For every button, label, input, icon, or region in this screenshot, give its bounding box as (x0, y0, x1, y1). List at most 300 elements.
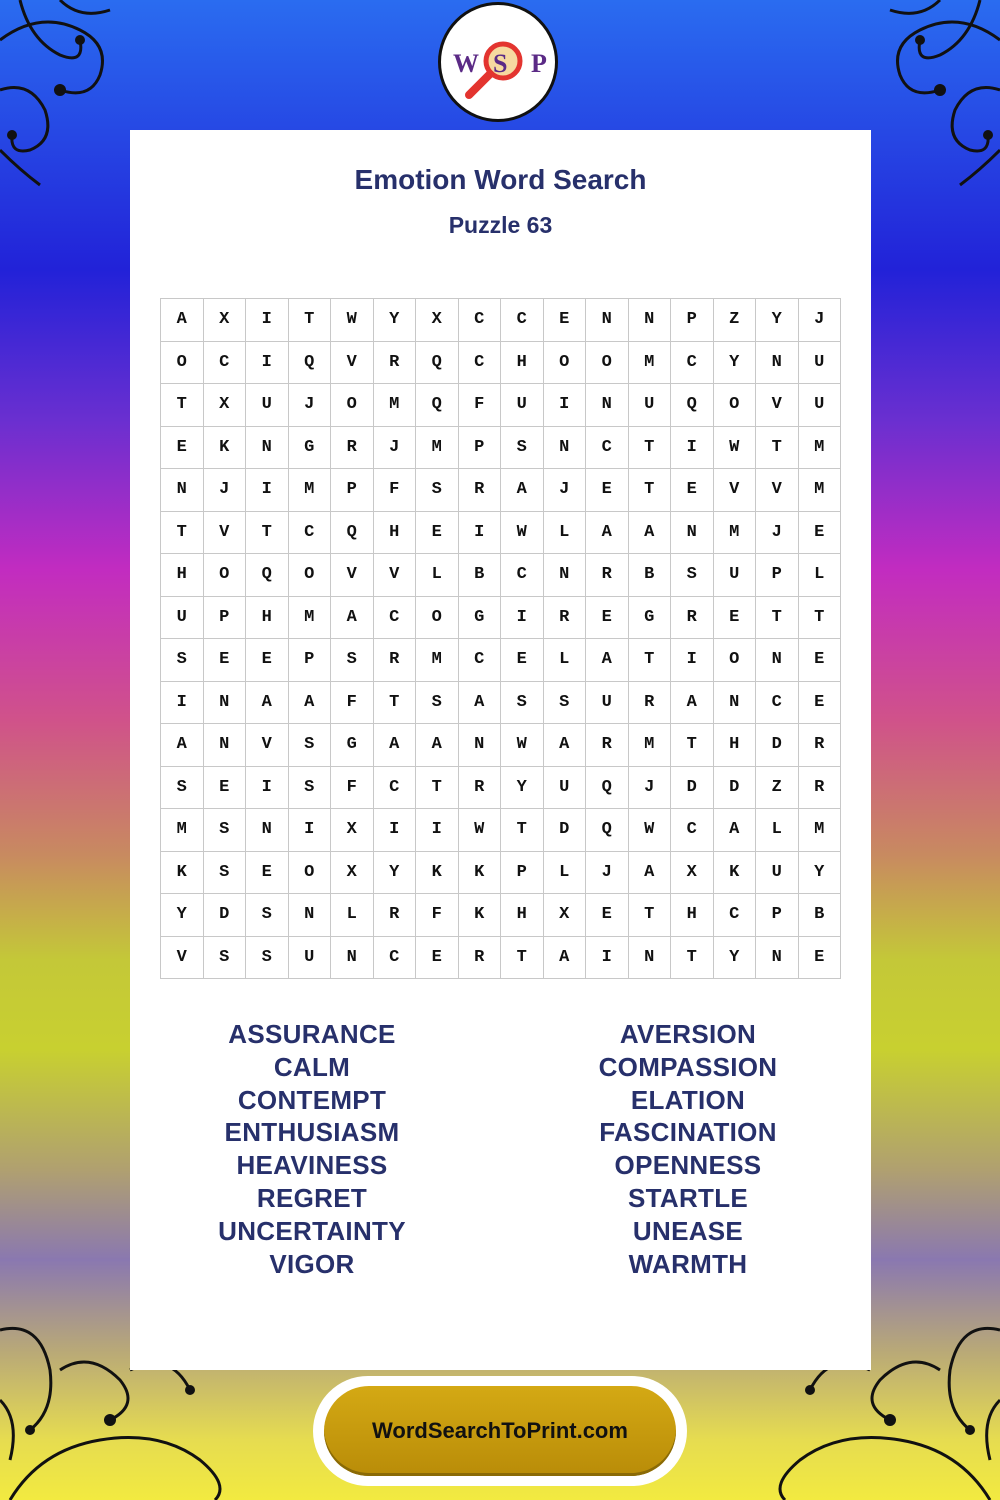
grid-cell[interactable]: N (756, 341, 799, 384)
grid-cell[interactable]: S (288, 724, 331, 767)
grid-cell[interactable]: U (161, 596, 204, 639)
grid-cell[interactable]: H (501, 894, 544, 937)
grid-cell[interactable]: I (586, 936, 629, 979)
grid-row (161, 809, 841, 852)
grid-row (161, 384, 841, 427)
grid-cell[interactable]: I (671, 639, 714, 682)
grid-cell[interactable]: J (756, 511, 799, 554)
grid-cell[interactable]: K (161, 851, 204, 894)
grid-cell[interactable]: D (713, 766, 756, 809)
grid-cell[interactable]: E (246, 851, 289, 894)
grid-cell[interactable]: Q (331, 511, 374, 554)
grid-cell[interactable]: M (798, 809, 841, 852)
grid-cell[interactable]: M (798, 469, 841, 512)
grid-cell[interactable]: U (628, 384, 671, 427)
grid-cell[interactable]: O (203, 554, 246, 597)
grid-cell[interactable]: C (586, 426, 629, 469)
puzzle-card (130, 130, 871, 1370)
grid-cell[interactable]: T (416, 766, 459, 809)
grid-cell[interactable]: R (458, 766, 501, 809)
grid-cell[interactable]: R (373, 639, 416, 682)
grid-cell[interactable]: A (586, 639, 629, 682)
word-list-item: UNEASE (632, 1215, 744, 1246)
grid-cell[interactable]: N (543, 554, 586, 597)
grid-cell[interactable]: E (416, 511, 459, 554)
grid-cell[interactable]: X (203, 299, 246, 342)
grid-cell[interactable]: I (246, 299, 289, 342)
grid-cell[interactable]: B (458, 554, 501, 597)
grid-cell[interactable]: G (458, 596, 501, 639)
grid-cell[interactable]: M (373, 384, 416, 427)
word-list-item: REGRET (256, 1182, 368, 1213)
grid-cell[interactable]: C (713, 894, 756, 937)
grid-cell[interactable]: X (203, 384, 246, 427)
grid-cell[interactable]: H (671, 894, 714, 937)
grid-cell[interactable]: U (756, 851, 799, 894)
grid-cell[interactable]: R (373, 341, 416, 384)
grid-cell[interactable]: Q (288, 341, 331, 384)
grid-cell[interactable]: E (246, 639, 289, 682)
grid-cell[interactable]: E (713, 596, 756, 639)
grid-cell[interactable]: O (543, 341, 586, 384)
grid-cell[interactable]: S (671, 554, 714, 597)
letter-grid (160, 298, 841, 979)
grid-cell[interactable]: S (501, 681, 544, 724)
grid-cell[interactable]: A (288, 681, 331, 724)
grid-cell[interactable]: Z (713, 299, 756, 342)
grid-cell[interactable]: A (246, 681, 289, 724)
grid-cell[interactable]: N (161, 469, 204, 512)
word-list-item: ENTHUSIASM (224, 1117, 400, 1148)
grid-cell[interactable]: C (288, 511, 331, 554)
grid-cell[interactable]: L (798, 554, 841, 597)
grid-cell[interactable]: R (586, 724, 629, 767)
grid-cell[interactable]: Q (246, 554, 289, 597)
grid-cell[interactable]: F (331, 681, 374, 724)
grid-cell[interactable]: M (798, 426, 841, 469)
grid-cell[interactable]: R (331, 426, 374, 469)
grid-cell[interactable]: J (203, 469, 246, 512)
grid-row (161, 894, 841, 937)
logo-letter-p: P (531, 49, 547, 78)
grid-cell[interactable]: P (203, 596, 246, 639)
grid-row (161, 469, 841, 512)
grid-cell[interactable]: A (628, 851, 671, 894)
grid-cell[interactable]: X (331, 851, 374, 894)
grid-row (161, 596, 841, 639)
grid-cell[interactable]: W (501, 724, 544, 767)
grid-cell[interactable]: T (628, 894, 671, 937)
grid-cell[interactable]: N (671, 511, 714, 554)
grid-cell[interactable]: Y (373, 299, 416, 342)
grid-row (161, 936, 841, 979)
grid-cell[interactable]: P (756, 554, 799, 597)
grid-cell[interactable]: V (331, 554, 374, 597)
grid-cell[interactable]: T (756, 596, 799, 639)
grid-cell[interactable]: N (713, 681, 756, 724)
puzzle-number: Puzzle 63 (448, 212, 553, 238)
word-list-item: UNCERTAINTY (218, 1215, 406, 1246)
grid-cell[interactable]: A (543, 936, 586, 979)
grid-cell[interactable]: V (713, 469, 756, 512)
word-list-item: FASCINATION (599, 1117, 777, 1148)
grid-cell[interactable]: M (628, 724, 671, 767)
grid-cell[interactable]: S (331, 639, 374, 682)
grid-cell[interactable]: V (161, 936, 204, 979)
grid-cell[interactable]: S (501, 426, 544, 469)
grid-cell[interactable]: V (203, 511, 246, 554)
grid-cell[interactable]: U (798, 341, 841, 384)
word-list-item: CONTEMPT (237, 1084, 387, 1115)
grid-cell[interactable]: A (458, 681, 501, 724)
grid-cell[interactable]: L (331, 894, 374, 937)
grid-cell[interactable]: L (416, 554, 459, 597)
grid-cell[interactable]: E (586, 469, 629, 512)
grid-row (161, 639, 841, 682)
grid-cell[interactable]: J (373, 426, 416, 469)
grid-cell[interactable]: H (161, 554, 204, 597)
grid-cell[interactable]: R (586, 554, 629, 597)
grid-cell[interactable]: O (586, 341, 629, 384)
grid-cell[interactable]: M (288, 469, 331, 512)
grid-row (161, 341, 841, 384)
grid-cell[interactable]: A (373, 724, 416, 767)
grid-cell[interactable]: A (331, 596, 374, 639)
grid-cell[interactable]: R (798, 724, 841, 767)
grid-cell[interactable]: S (288, 766, 331, 809)
grid-cell[interactable]: N (628, 936, 671, 979)
grid-cell[interactable]: X (543, 894, 586, 937)
grid-cell[interactable]: K (458, 851, 501, 894)
grid-cell[interactable]: C (501, 554, 544, 597)
grid-cell[interactable]: T (798, 596, 841, 639)
grid-cell[interactable]: N (543, 426, 586, 469)
ornament-top-right (860, 0, 1000, 190)
grid-cell[interactable]: C (671, 809, 714, 852)
grid-cell[interactable]: G (331, 724, 374, 767)
grid-cell[interactable]: E (501, 639, 544, 682)
grid-cell[interactable]: Y (798, 851, 841, 894)
footer-banner[interactable] (324, 1386, 676, 1476)
grid-cell[interactable]: P (288, 639, 331, 682)
grid-cell[interactable]: E (161, 426, 204, 469)
grid-cell[interactable]: L (543, 511, 586, 554)
grid-cell[interactable]: S (203, 851, 246, 894)
grid-cell[interactable]: U (246, 384, 289, 427)
grid-cell[interactable]: T (288, 299, 331, 342)
grid-cell[interactable]: P (458, 426, 501, 469)
grid-row (161, 511, 841, 554)
grid-cell[interactable]: C (756, 681, 799, 724)
grid-cell[interactable]: T (161, 511, 204, 554)
grid-cell[interactable]: E (586, 596, 629, 639)
grid-cell[interactable]: Q (416, 341, 459, 384)
grid-cell[interactable]: T (628, 639, 671, 682)
grid-cell[interactable]: Y (501, 766, 544, 809)
grid-cell[interactable]: O (713, 639, 756, 682)
grid-cell[interactable]: M (416, 426, 459, 469)
grid-cell[interactable]: B (628, 554, 671, 597)
grid-cell[interactable]: I (671, 426, 714, 469)
grid-cell[interactable]: W (501, 511, 544, 554)
word-list-item: STARTLE (627, 1182, 749, 1213)
grid-cell[interactable]: B (798, 894, 841, 937)
grid-cell[interactable]: X (416, 299, 459, 342)
grid-cell[interactable]: Q (671, 384, 714, 427)
grid-cell[interactable]: O (416, 596, 459, 639)
grid-cell[interactable]: Y (373, 851, 416, 894)
grid-cell[interactable]: H (373, 511, 416, 554)
grid-cell[interactable]: N (458, 724, 501, 767)
grid-cell[interactable]: I (416, 809, 459, 852)
grid-cell[interactable]: V (756, 469, 799, 512)
grid-cell[interactable]: U (798, 384, 841, 427)
grid-cell[interactable]: S (161, 766, 204, 809)
grid-cell[interactable]: P (756, 894, 799, 937)
grid-cell[interactable]: S (161, 639, 204, 682)
grid-cell[interactable]: S (203, 936, 246, 979)
word-list-item: OPENNESS (614, 1150, 762, 1181)
grid-cell[interactable]: P (331, 469, 374, 512)
grid-cell[interactable]: J (288, 384, 331, 427)
grid-cell[interactable]: W (628, 809, 671, 852)
word-list-right (538, 1018, 838, 1280)
grid-cell[interactable]: N (331, 936, 374, 979)
grid-cell[interactable]: C (203, 341, 246, 384)
grid-row (161, 554, 841, 597)
grid-cell[interactable]: U (713, 554, 756, 597)
grid-cell[interactable]: I (458, 511, 501, 554)
grid-cell[interactable]: U (543, 766, 586, 809)
grid-cell[interactable]: F (373, 469, 416, 512)
grid-cell[interactable]: N (246, 809, 289, 852)
grid-cell[interactable]: N (756, 936, 799, 979)
grid-cell[interactable]: E (203, 639, 246, 682)
grid-cell[interactable]: E (798, 936, 841, 979)
grid-cell[interactable]: T (373, 681, 416, 724)
grid-cell[interactable]: U (501, 384, 544, 427)
grid-row (161, 766, 841, 809)
grid-cell[interactable]: E (543, 299, 586, 342)
word-list-item: ASSURANCE (228, 1019, 396, 1049)
grid-cell[interactable]: E (798, 639, 841, 682)
grid-cell[interactable]: L (543, 639, 586, 682)
grid-cell[interactable]: W (458, 809, 501, 852)
grid-cell[interactable]: A (161, 724, 204, 767)
grid-cell[interactable]: D (203, 894, 246, 937)
word-list-item: AVERSION (619, 1019, 757, 1049)
grid-cell[interactable]: M (288, 596, 331, 639)
grid-cell[interactable]: N (203, 724, 246, 767)
grid-cell[interactable]: N (288, 894, 331, 937)
grid-cell[interactable]: F (458, 384, 501, 427)
grid-cell[interactable]: C (458, 299, 501, 342)
grid-cell[interactable]: X (331, 809, 374, 852)
word-list-item: WARMTH (628, 1248, 748, 1279)
grid-cell[interactable]: U (586, 681, 629, 724)
grid-cell[interactable]: K (203, 426, 246, 469)
grid-cell[interactable]: D (671, 766, 714, 809)
word-list-item: CALM (273, 1051, 351, 1082)
grid-cell[interactable]: V (331, 341, 374, 384)
grid-cell[interactable]: P (671, 299, 714, 342)
grid-cell[interactable]: R (373, 894, 416, 937)
grid-cell[interactable]: A (501, 469, 544, 512)
grid-cell[interactable]: O (713, 384, 756, 427)
grid-cell[interactable]: C (458, 639, 501, 682)
grid-cell[interactable]: I (246, 469, 289, 512)
grid-cell[interactable]: L (756, 809, 799, 852)
grid-cell[interactable]: O (331, 384, 374, 427)
grid-cell[interactable]: N (756, 639, 799, 682)
grid-cell[interactable]: S (543, 681, 586, 724)
grid-cell[interactable]: D (756, 724, 799, 767)
grid-cell[interactable]: S (246, 894, 289, 937)
site-url[interactable]: WordSearchToPrint.com (372, 1418, 628, 1443)
grid-cell[interactable]: R (628, 681, 671, 724)
grid-cell[interactable]: C (501, 299, 544, 342)
grid-cell[interactable]: I (543, 384, 586, 427)
grid-row (161, 724, 841, 767)
grid-cell[interactable]: C (671, 341, 714, 384)
word-list-item: COMPASSION (598, 1051, 778, 1082)
grid-cell[interactable]: F (416, 894, 459, 937)
grid-cell[interactable]: T (671, 724, 714, 767)
grid-cell[interactable]: L (543, 851, 586, 894)
grid-cell[interactable]: T (628, 426, 671, 469)
grid-cell[interactable]: K (458, 894, 501, 937)
grid-cell[interactable]: T (671, 936, 714, 979)
grid-cell[interactable]: S (203, 809, 246, 852)
grid-cell[interactable]: J (628, 766, 671, 809)
grid-cell[interactable]: Q (416, 384, 459, 427)
grid-cell[interactable]: I (288, 809, 331, 852)
grid-cell[interactable]: Y (161, 894, 204, 937)
grid-cell[interactable]: P (501, 851, 544, 894)
grid-cell[interactable]: I (246, 341, 289, 384)
grid-cell[interactable]: N (203, 681, 246, 724)
grid-cell[interactable]: E (671, 469, 714, 512)
grid-cell[interactable]: O (288, 554, 331, 597)
grid-cell[interactable]: G (288, 426, 331, 469)
grid-cell[interactable]: Y (713, 936, 756, 979)
grid-cell[interactable]: J (586, 851, 629, 894)
grid-cell[interactable]: N (246, 426, 289, 469)
grid-cell[interactable]: T (628, 469, 671, 512)
grid-cell[interactable]: T (161, 384, 204, 427)
grid-cell[interactable]: V (756, 384, 799, 427)
grid-cell[interactable]: H (246, 596, 289, 639)
grid-cell[interactable]: A (543, 724, 586, 767)
grid-cell[interactable]: I (373, 809, 416, 852)
logo-letter-s: S (493, 49, 508, 78)
ornament-top-left (0, 0, 140, 190)
grid-cell[interactable]: R (458, 936, 501, 979)
word-list-left (162, 1018, 462, 1280)
grid-cell[interactable]: C (373, 936, 416, 979)
grid-cell[interactable]: E (416, 936, 459, 979)
grid-cell[interactable]: S (416, 469, 459, 512)
grid-cell[interactable]: F (331, 766, 374, 809)
grid-cell[interactable]: E (798, 511, 841, 554)
grid-cell[interactable]: K (713, 851, 756, 894)
grid-cell[interactable]: W (713, 426, 756, 469)
grid-cell[interactable]: W (331, 299, 374, 342)
grid-cell[interactable]: R (798, 766, 841, 809)
grid-cell[interactable]: R (543, 596, 586, 639)
grid-row (161, 851, 841, 894)
grid-cell[interactable]: Y (713, 341, 756, 384)
grid-cell[interactable]: E (586, 894, 629, 937)
grid-cell[interactable]: E (203, 766, 246, 809)
grid-cell[interactable]: A (713, 809, 756, 852)
grid-cell[interactable]: T (501, 809, 544, 852)
grid-cell[interactable]: N (628, 299, 671, 342)
grid-cell[interactable]: Q (586, 809, 629, 852)
grid-cell[interactable]: H (501, 341, 544, 384)
grid-cell[interactable]: U (288, 936, 331, 979)
word-list-item: HEAVINESS (236, 1150, 388, 1181)
grid-cell[interactable]: V (246, 724, 289, 767)
grid-cell[interactable]: Y (756, 299, 799, 342)
site-logo[interactable] (438, 2, 558, 122)
grid-cell[interactable]: K (416, 851, 459, 894)
grid-cell[interactable]: M (161, 809, 204, 852)
grid-cell[interactable]: O (161, 341, 204, 384)
grid-cell[interactable]: M (713, 511, 756, 554)
grid-cell[interactable]: N (586, 384, 629, 427)
word-list-item: VIGOR (269, 1248, 355, 1279)
grid-cell[interactable]: S (246, 936, 289, 979)
grid-cell[interactable]: A (161, 299, 204, 342)
grid-cell[interactable]: M (628, 341, 671, 384)
grid-cell[interactable]: N (586, 299, 629, 342)
grid-cell[interactable]: S (416, 681, 459, 724)
grid-cell[interactable]: E (798, 681, 841, 724)
grid-cell[interactable]: A (671, 681, 714, 724)
grid-cell[interactable]: I (161, 681, 204, 724)
grid-cell[interactable]: C (373, 596, 416, 639)
grid-cell[interactable]: X (671, 851, 714, 894)
grid-row (161, 426, 841, 469)
page-title: Emotion Word Search (354, 164, 647, 195)
grid-cell[interactable]: Z (756, 766, 799, 809)
grid-cell[interactable]: R (671, 596, 714, 639)
grid-cell[interactable]: J (798, 299, 841, 342)
grid-cell[interactable]: A (586, 511, 629, 554)
grid-cell[interactable]: C (373, 766, 416, 809)
grid-cell[interactable]: T (246, 511, 289, 554)
grid-row (161, 299, 841, 342)
grid-cell[interactable]: C (458, 341, 501, 384)
grid-cell[interactable]: D (543, 809, 586, 852)
grid-cell[interactable]: T (756, 426, 799, 469)
grid-cell[interactable]: O (288, 851, 331, 894)
grid-row (161, 681, 841, 724)
grid-cell[interactable]: A (628, 511, 671, 554)
grid-cell[interactable]: J (543, 469, 586, 512)
grid-cell[interactable]: T (501, 936, 544, 979)
grid-cell[interactable]: I (246, 766, 289, 809)
grid-cell[interactable]: A (416, 724, 459, 767)
grid-cell[interactable]: Q (586, 766, 629, 809)
grid-cell[interactable]: V (373, 554, 416, 597)
grid-cell[interactable]: G (628, 596, 671, 639)
grid-cell[interactable]: I (501, 596, 544, 639)
grid-cell[interactable]: H (713, 724, 756, 767)
grid-cell[interactable]: R (458, 469, 501, 512)
grid-cell[interactable]: M (416, 639, 459, 682)
